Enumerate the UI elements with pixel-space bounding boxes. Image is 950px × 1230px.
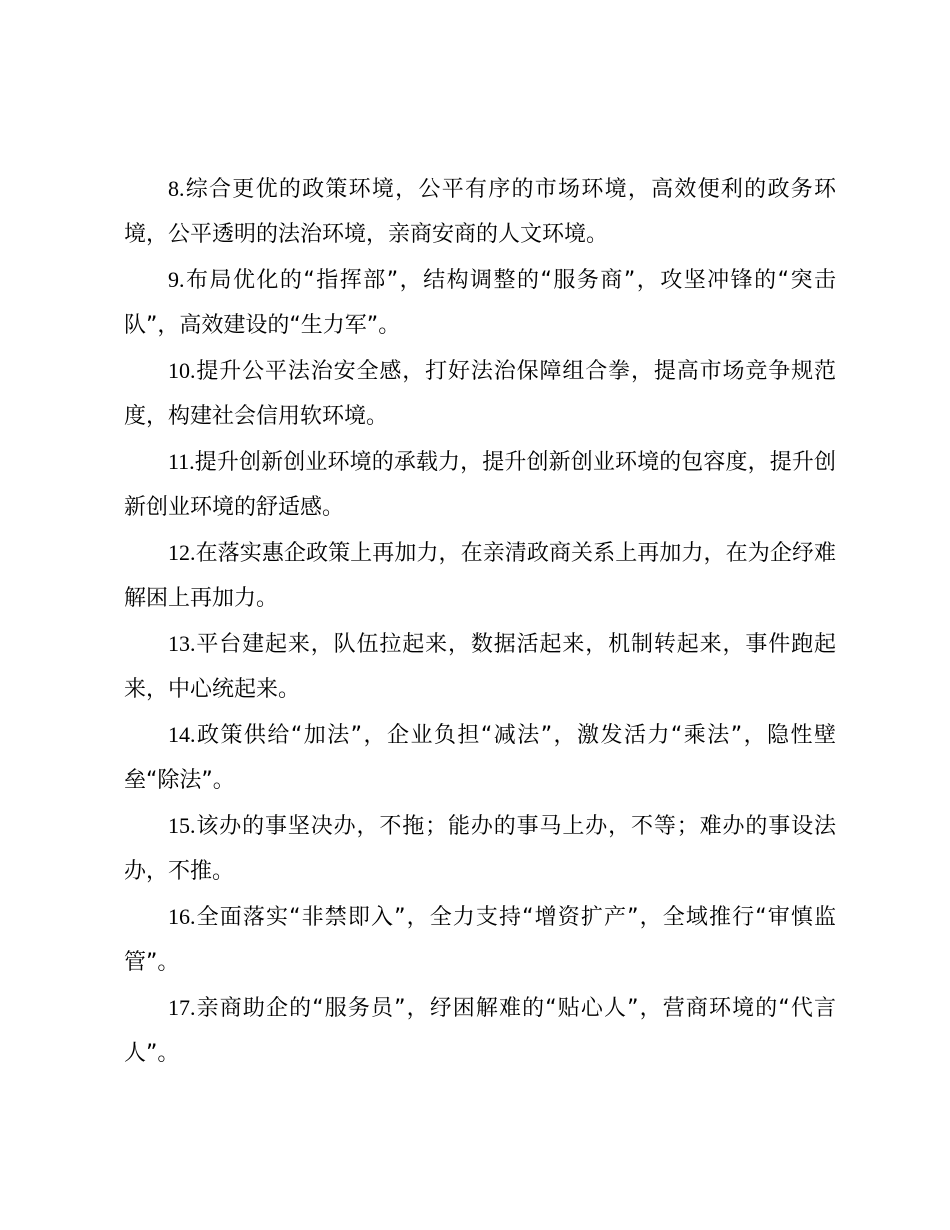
item-text: 综合更优的政策环境，公平有序的市场环境，高效便利的政务环境，公平透明的法治环境，亲商安商的人文环境。 xyxy=(124,177,836,247)
item-number: 11. xyxy=(168,449,195,474)
item-number: 14. xyxy=(168,722,196,747)
item-text: 布局优化的“指挥部”，结构调整的“服务商”，攻坚冲锋的“突击队”，高效建设的“生力军”。 xyxy=(124,268,836,338)
list-item xyxy=(124,985,836,1076)
list-item xyxy=(124,166,836,257)
item-number: 16. xyxy=(168,904,196,929)
list-item xyxy=(124,348,836,439)
list-item xyxy=(124,439,836,530)
item-text: 平台建起来，队伍拉起来，数据活起来，机制转起来，事件跑起来，中心统起来。 xyxy=(124,632,836,702)
item-text: 全面落实“非禁即入”，全力支持“增资扩产”，全域推行“审慎监管”。 xyxy=(124,905,836,975)
item-number: 12. xyxy=(168,540,196,565)
item-number: 8. xyxy=(168,176,185,201)
item-text: 亲商助企的“服务员”，纾困解难的“贴心人”，营商环境的“代言人”。 xyxy=(124,996,836,1066)
item-text: 在落实惠企政策上再加力，在亲清政商关系上再加力，在为企纾难解困上再加力。 xyxy=(124,541,836,611)
item-text: 该办的事坚决办，不拖；能办的事马上办，不等；难办的事设法办，不推。 xyxy=(124,814,836,884)
list-item xyxy=(124,621,836,712)
item-number: 9. xyxy=(168,267,185,292)
document-body xyxy=(124,166,836,1076)
item-number: 17. xyxy=(168,995,196,1020)
item-number: 15. xyxy=(168,813,196,838)
item-text: 提升创新创业环境的承载力，提升创新创业环境的包容度，提升创新创业环境的舒适感。 xyxy=(124,450,836,520)
list-item xyxy=(124,257,836,348)
item-text: 提升公平法治安全感，打好法治保障组合拳，提高市场竞争规范度，构建社会信用软环境。 xyxy=(124,359,836,429)
list-item xyxy=(124,803,836,894)
item-number: 10. xyxy=(168,358,196,383)
list-item xyxy=(124,894,836,985)
list-item xyxy=(124,530,836,621)
list-item xyxy=(124,712,836,803)
item-number: 13. xyxy=(168,631,196,656)
item-text: 政策供给“加法”，企业负担“减法”，激发活力“乘法”，隐性壁垒“除法”。 xyxy=(124,723,836,793)
